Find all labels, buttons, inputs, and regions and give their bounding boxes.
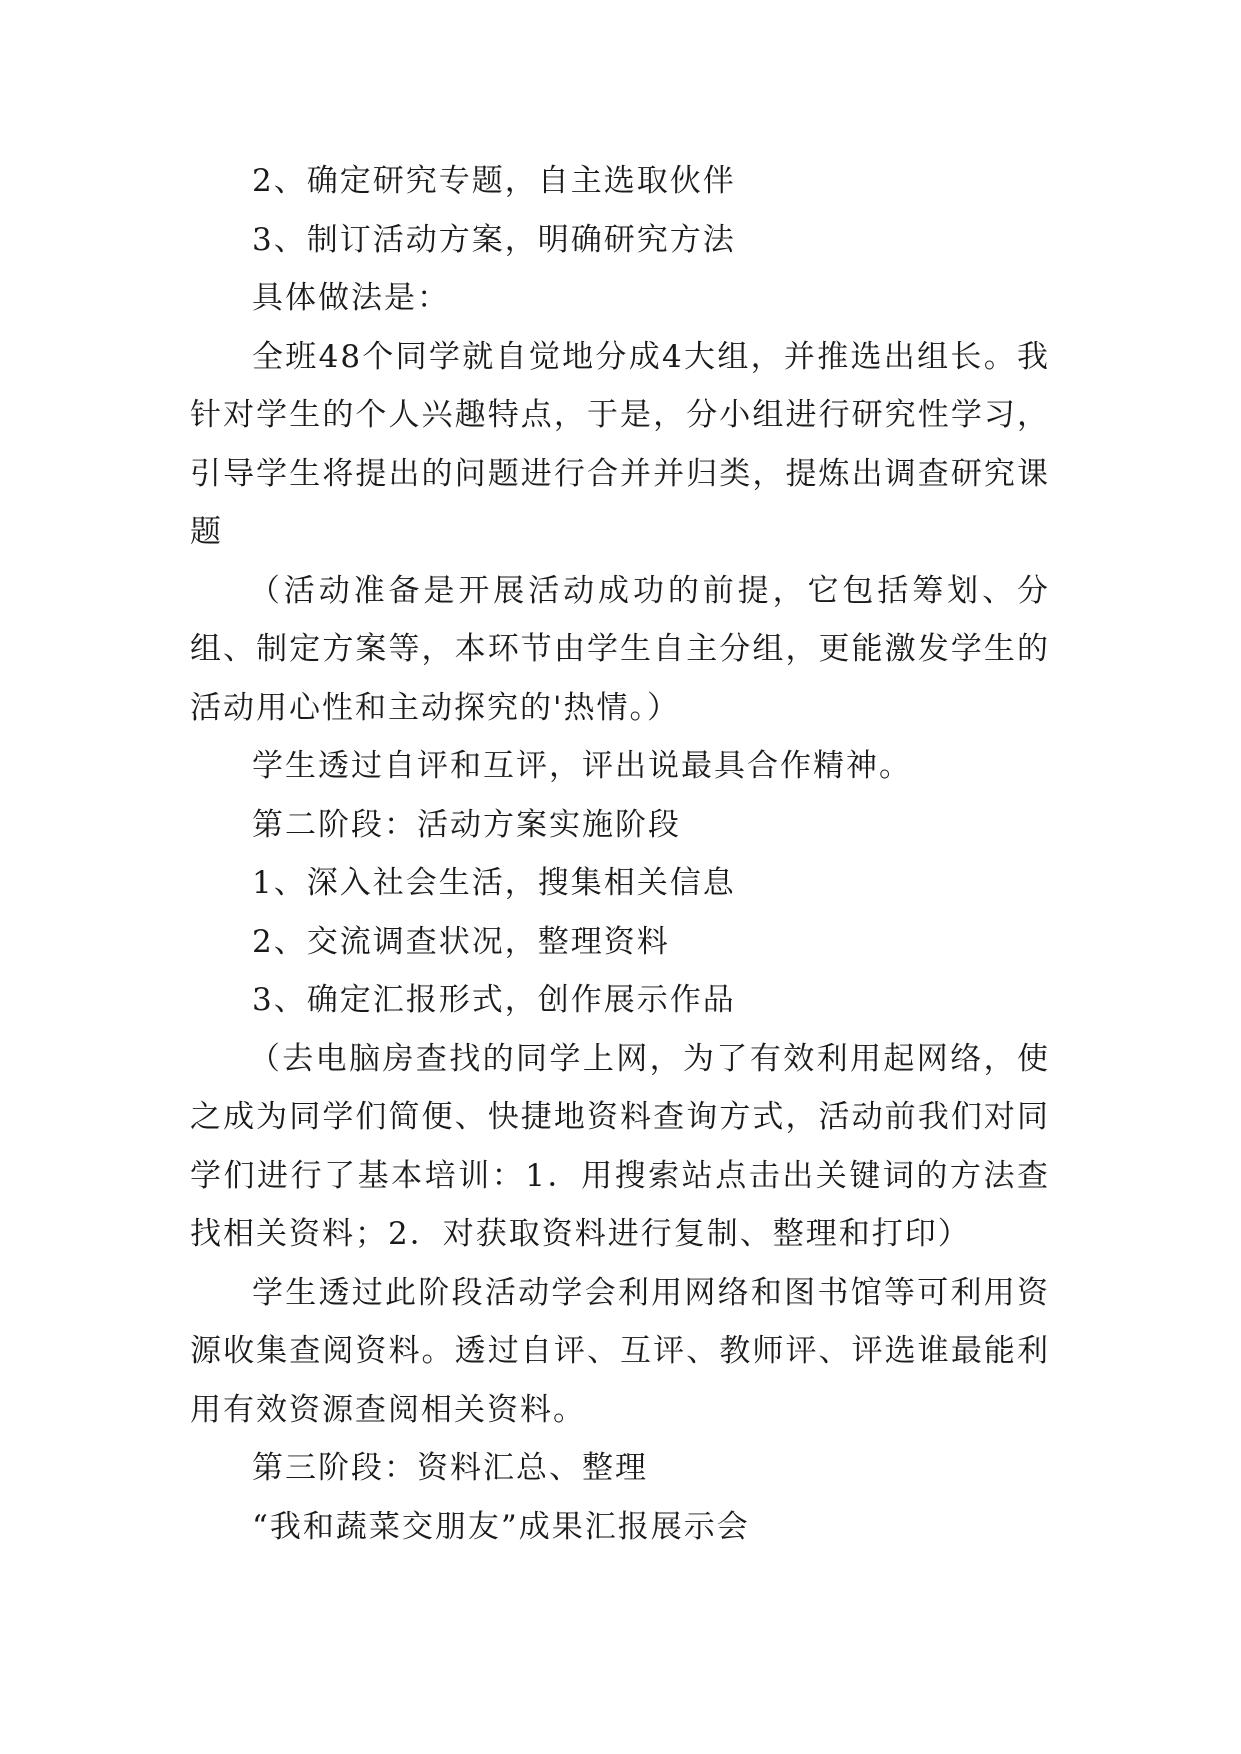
paragraph-grouping: 全班48个同学就自觉地分成4大组，并推选出组长。我针对学生的个人兴趣特点，于是，分小组进行研究性学习，引导学生将提出的问题进行合并并归类，提炼出调查研究课题 — [190, 338, 1050, 550]
paragraph-step-2: 2、确定研究专题，自主选取伙伴 — [252, 163, 736, 199]
paragraph-showcase-title: “我和蔬菜交朋友”成果汇报展示会 — [252, 1508, 750, 1545]
document-body — [190, 152, 1050, 1556]
paragraph-evaluation-2: 学生透过此阶段活动学会利用网络和图书馆等可利用资源收集查阅资料。透过自评、互评、教师评、评选谁最能利用有效资源查阅相关资料。 — [190, 1274, 1050, 1428]
paragraph-stage-2-step-1: 1、深入社会生活，搜集相关信息 — [252, 865, 736, 901]
paragraph-stage-2-step-3: 3、确定汇报形式，创作展示作品 — [252, 982, 736, 1018]
paragraph-stage-3-heading: 第三阶段：资料汇总、整理 — [252, 1450, 648, 1486]
paragraph-method-heading: 具体做法是： — [252, 280, 450, 316]
paragraph-stage-2-heading: 第二阶段：活动方案实施阶段 — [252, 806, 681, 843]
paragraph-preparation-note: （活动准备是开展活动成功的前提，它包括筹划、分组、制定方案等，本环节由学生自主分组，更能激发学生的活动用心性和主动探究的'热情。） — [190, 572, 1050, 726]
paragraph-evaluation-1: 学生透过自评和互评，评出说最具合作精神。 — [252, 748, 912, 784]
paragraph-step-3: 3、制订活动方案，明确研究方法 — [252, 221, 736, 258]
paragraph-stage-2-step-2: 2、交流调查状况，整理资料 — [252, 923, 670, 960]
paragraph-training-note: （去电脑房查找的同学上网，为了有效利用起网络，使之成为同学们简便、快捷地资料查询方式，活动前我们对同学们进行了基本培训：1．用搜索站点击出关键词的方法查找相关资料；2．对获取资料进行复制、整理和打印） — [190, 1040, 1050, 1252]
